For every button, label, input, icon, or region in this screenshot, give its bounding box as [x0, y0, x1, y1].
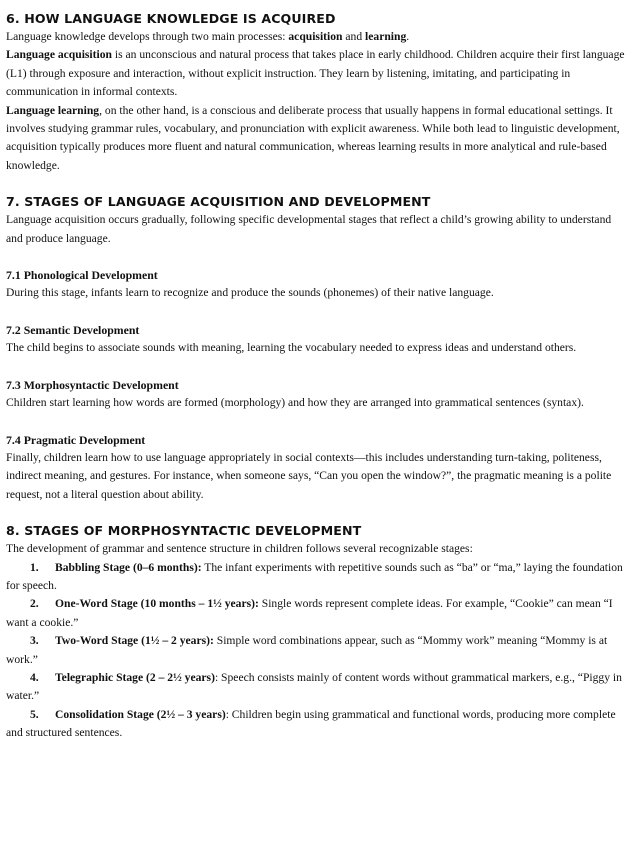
- stage-number: 3.: [30, 634, 39, 648]
- stage-label: Consolidation Stage (2½ – 3 years): [55, 707, 226, 721]
- list-item: [6, 559, 628, 596]
- subsection-7-1-title: 7.1 Phonological Development: [6, 268, 158, 283]
- subsection-7-1-text: During this stage, infants learn to recognize and produce the sounds (phonemes) of their native language.: [6, 286, 494, 300]
- stages-list: [6, 559, 628, 743]
- stage-label: Babbling Stage (0–6 months):: [55, 560, 202, 574]
- subsection-7-2-title: 7.2 Semantic Development: [6, 322, 140, 337]
- acquisition-term: Language acquisition: [6, 48, 112, 62]
- acquisition-text: is an unconscious and natural process that takes place in early childhood. Children acquire their first language (L1) through exposure and interaction, without explicit instruction. They learn by listening, imitating, and participating in communication in informal contexts.: [6, 48, 625, 99]
- term-acquisition: acquisition: [288, 30, 343, 43]
- stage-text: Simple word combinations appear, such as “Mommy work” meaning “Mommy is at work.”: [6, 634, 608, 666]
- list-item: [6, 632, 628, 669]
- stage-label: One-Word Stage (10 months – 1½ years):: [55, 597, 259, 611]
- stage-label: Telegraphic Stage (2 – 2½ years): [55, 670, 215, 684]
- subsection-7-3-text: Children start learning how words are formed (morphology) and how they are arranged into grammatical sentences (syntax).: [6, 396, 584, 410]
- section-7-intro: Language acquisition occurs gradually, following specific developmental stages that reflect a child’s growing ability to understand and produce language.: [6, 213, 612, 245]
- stage-text: Single words represent complete ideas. For example, “Cookie” can mean “I want a cookie.”: [6, 597, 613, 629]
- learning-text: , on the other hand, is a conscious and deliberate process that usually happens in formal educational settings. It involves studying grammar rules, vocabulary, and pronunciation with explicit awareness. While both lead to linguistic development, acquisition typically produces more fluent and natural communication, whereas learning results in more analytical and rule-based knowledge.: [6, 103, 620, 172]
- list-item: [6, 669, 628, 706]
- section-7-heading: 7. STAGES OF LANGUAGE ACQUISITION AND DEVELOPMENT: [6, 194, 431, 210]
- subsection-7-3-title: 7.3 Morphosyntactic Development: [6, 377, 179, 392]
- stage-number: 2.: [30, 597, 39, 611]
- list-item: [6, 706, 628, 743]
- intro-and: and: [342, 30, 366, 43]
- stage-number: 5.: [30, 707, 39, 721]
- subsection-7-4-text: Finally, children learn how to use language appropriately in social contexts—this includes understanding turn-taking, politeness, indirect meaning, and gestures. For instance, when someone says, “Can you open the window?”, the pragmatic meaning is a polite request, not a literal question about ability.: [6, 450, 612, 501]
- term-learning: learning: [365, 30, 407, 43]
- stage-label: Two-Word Stage (1½ – 2 years):: [55, 634, 214, 648]
- section-8-heading: 8. STAGES OF MORPHOSYNTACTIC DEVELOPMENT: [6, 523, 362, 539]
- learning-term: Language learning: [6, 103, 100, 117]
- section-6-heading: 6. HOW LANGUAGE KNOWLEDGE IS ACQUIRED: [6, 11, 336, 26]
- stage-number: 1.: [30, 560, 39, 574]
- list-item: [6, 595, 628, 632]
- intro-end: .: [406, 30, 410, 43]
- section-8-intro: The development of grammar and sentence structure in children follows several recognizable stages:: [6, 542, 473, 556]
- stage-text: : Speech consists mainly of content words without grammatical markers, e.g., “Piggy in water.”: [6, 670, 622, 703]
- subsection-7-4-title: 7.4 Pragmatic Development: [6, 432, 146, 447]
- subsection-7-2-text: The child begins to associate sounds with meaning, learning the vocabulary needed to express ideas and understand others.: [6, 341, 577, 355]
- stage-number: 4.: [30, 670, 39, 684]
- stage-text: The infant experiments with repetitive sounds such as “ba” or “ma,” laying the foundation for speech.: [6, 560, 623, 592]
- section-6-intro: [6, 28, 628, 46]
- acquisition-paragraph: [6, 46, 628, 101]
- intro-before: Language knowledge develops through two main processes:: [6, 30, 289, 43]
- learning-paragraph: [6, 102, 628, 176]
- stage-text: : Children begin using grammatical and functional words, producing more complete and structured sentences.: [6, 707, 616, 740]
